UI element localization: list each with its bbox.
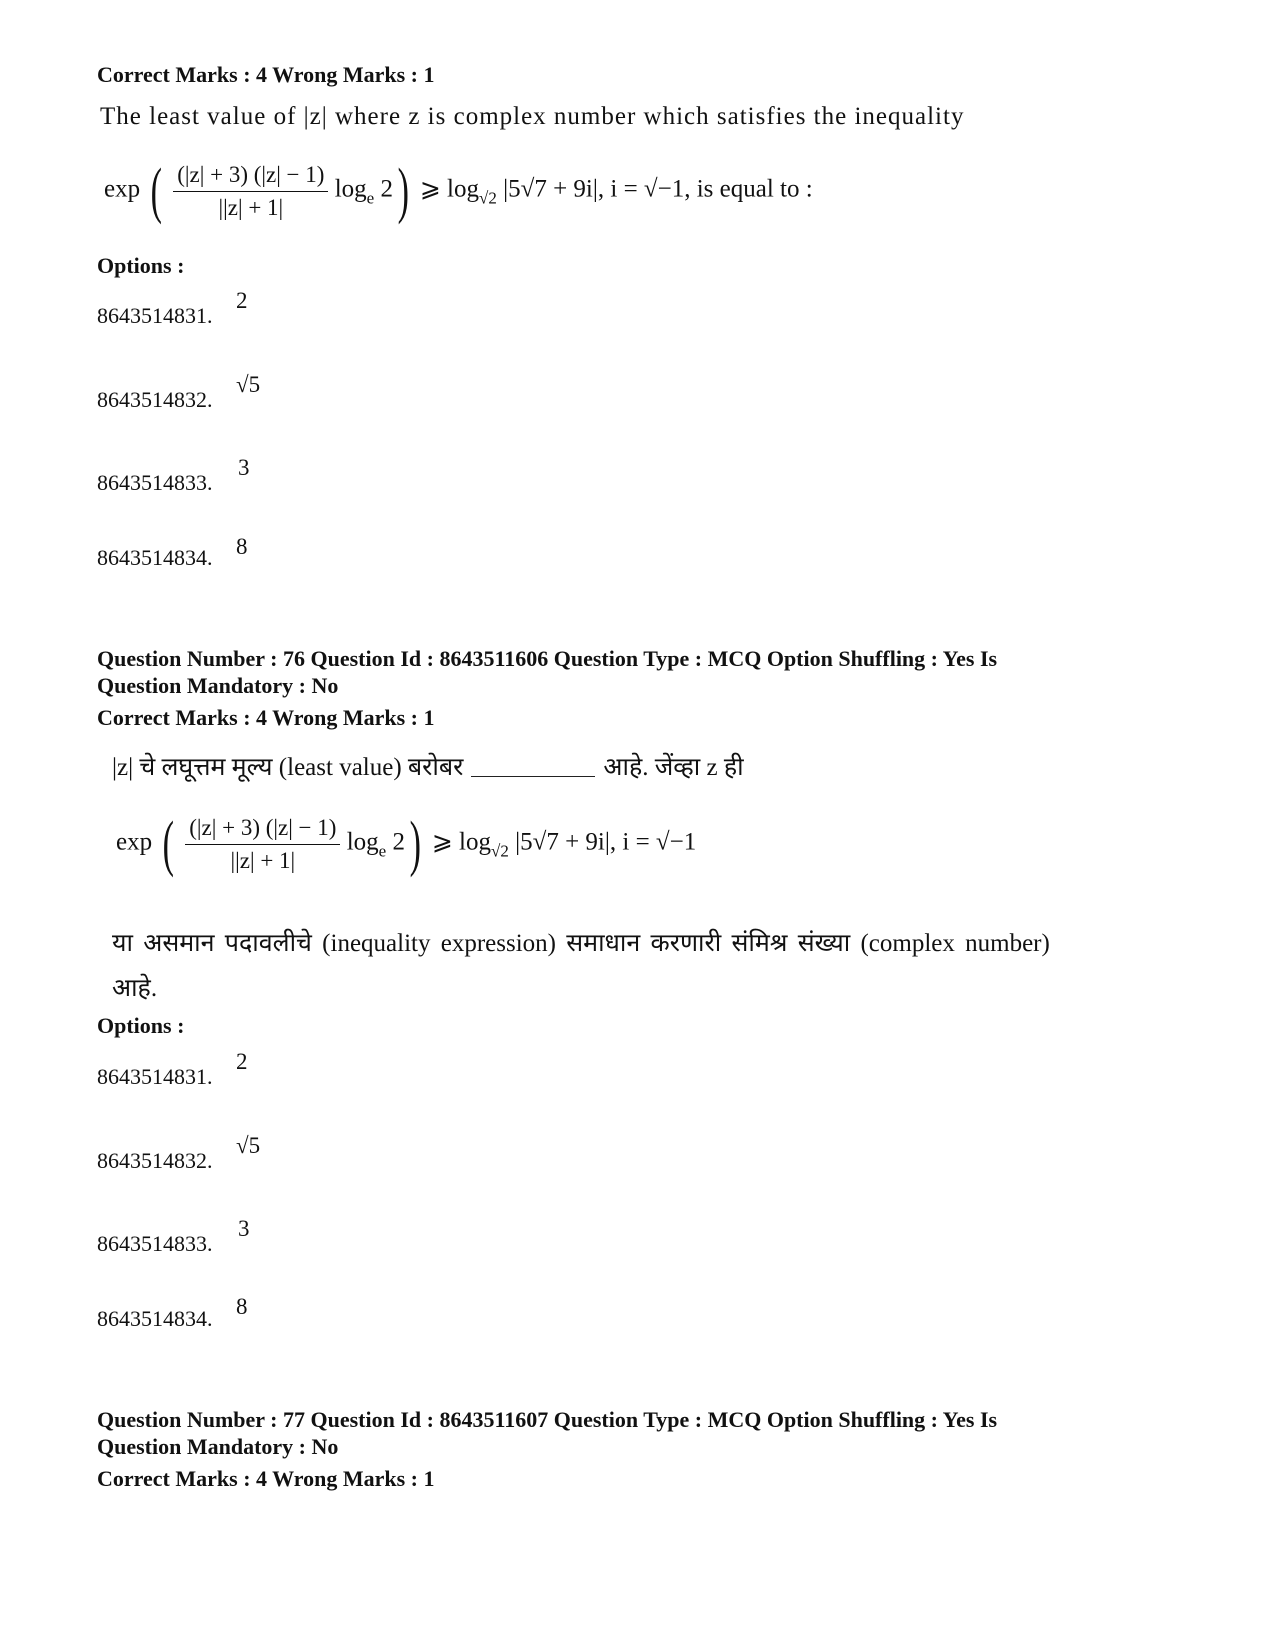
rhs-expression: |5√7 + 9i|, i = √−1 (515, 828, 697, 856)
fraction-denominator: ||z| + 1| (218, 194, 284, 220)
marks-line: Correct Marks : 4 Wrong Marks : 1 (97, 1466, 435, 1491)
options-label: Options : (97, 253, 185, 278)
option-id: 8643514831. (97, 1064, 213, 1089)
question-header-line1: Question Number : 76 Question Id : 8643511606 Question Type : MCQ Option Shuffling : Yes Is (97, 646, 998, 671)
formula-tail: , is equal to : (684, 175, 813, 203)
fraction (185, 815, 340, 874)
marks-line: Correct Marks : 4 Wrong Marks : 1 (97, 62, 435, 87)
option-value: 3 (238, 1216, 250, 1241)
inequality-formula: exp ( $\frac{(|z| + 3) (|z| - 1)}{||z| + 1|}$ $\log_e 2$) ⩾ $\log_{√2} |5√7 + 9i|$, i = √−1, is equal to : (104, 157, 813, 225)
log-root: log (447, 175, 479, 203)
option-value: 2 (236, 1049, 248, 1074)
log-e-base: e (366, 188, 375, 208)
log-root: log (459, 828, 491, 856)
log-e: log (346, 828, 379, 856)
option-id: 8643514833. (97, 470, 213, 495)
option-value: 8 (236, 534, 248, 559)
marathi-question-line1 (112, 749, 744, 783)
question-header-line1: Question Number : 77 Question Id : 8643511607 Question Type : MCQ Option Shuffling : Yes Is (97, 1407, 998, 1432)
option-id: 8643514831. (97, 303, 213, 328)
fraction-numerator: (|z| + 3) (|z| − 1) (185, 815, 340, 845)
option-id: 8643514832. (97, 387, 213, 412)
option-value: √5 (236, 1133, 261, 1158)
geq-sign: ⩾ (419, 175, 441, 203)
question-header-line2: Question Mandatory : No (97, 1434, 339, 1459)
log-e-base: e (378, 841, 387, 861)
marathi-text-b: आहे. जेंव्हा z ही (603, 754, 744, 781)
fraction-numerator: (|z| + 3) (|z| − 1) (173, 162, 328, 192)
answer-blank (471, 776, 595, 777)
fraction-denominator: ||z| + 1| (230, 847, 296, 873)
marathi-question-line3: आहे. (112, 975, 158, 1002)
question-text: The least value of |z| where z is complex number which satisfies the inequality (100, 103, 965, 130)
option-id: 8643514832. (97, 1148, 213, 1173)
marathi-text-a: |z| चे लघूत्तम मूल्य (least value) बरोबर (112, 754, 464, 781)
log-e-arg: 2 (380, 175, 393, 203)
option-id: 8643514833. (97, 1231, 213, 1256)
option-value: 3 (238, 455, 250, 480)
option-value: 8 (236, 1294, 248, 1319)
marks-line: Correct Marks : 4 Wrong Marks : 1 (97, 705, 435, 730)
log-e-arg: 2 (392, 828, 405, 856)
log-root-base: √2 (479, 188, 497, 208)
option-value: √5 (236, 372, 261, 397)
geq-sign: ⩾ (431, 828, 453, 856)
question-header-line2: Question Mandatory : No (97, 673, 339, 698)
option-id: 8643514834. (97, 1306, 213, 1331)
log-root-base: √2 (491, 841, 509, 861)
exp-label: exp (116, 828, 153, 856)
exp-label: exp (104, 175, 141, 203)
option-value: 2 (236, 288, 248, 313)
option-id: 8643514834. (97, 545, 213, 570)
options-label: Options : (97, 1013, 185, 1038)
fraction (173, 162, 328, 221)
inequality-formula: exp ( $\frac{(|z| + 3) (|z| - 1)}{||z| + 1|}$ $\log_e 2$) ⩾ $\log_{√2} |5√7 + 9i|$, i = √−1 (116, 810, 697, 878)
rhs-expression: |5√7 + 9i|, i = √−1 (503, 175, 685, 203)
log-e: log (334, 175, 367, 203)
marathi-question-line2: या असमान पदावलीचे (inequality expression) समाधान करणारी संमिश्र संख्या (complex number) (112, 930, 1050, 957)
